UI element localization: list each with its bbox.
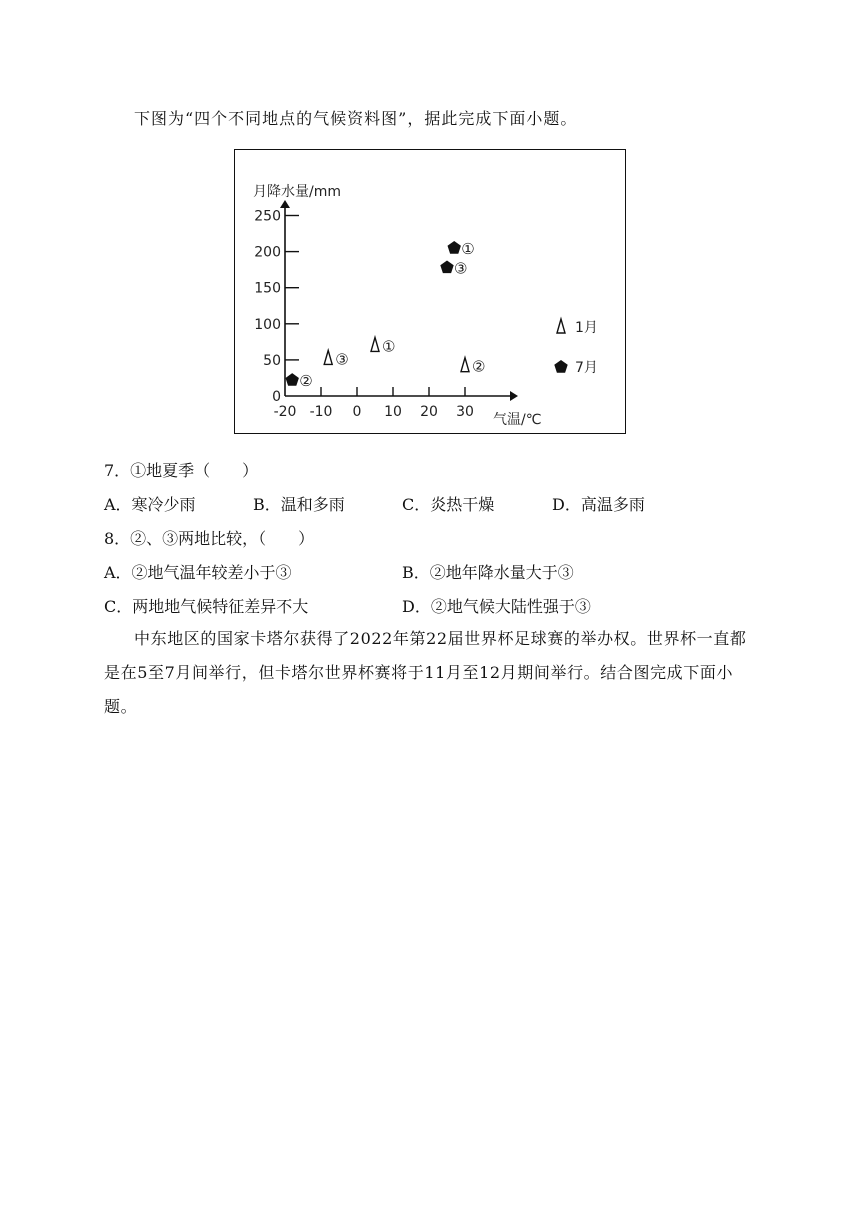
data-point-jul — [448, 241, 461, 254]
question-7-option-c[interactable]: C．炎热干燥 — [402, 495, 495, 514]
question-7-option-a[interactable]: A．寒冷少雨 — [104, 495, 196, 514]
question-8-option-b[interactable]: B．②地年降水量大于③ — [402, 563, 574, 582]
x-tick-label: -20 — [273, 404, 297, 420]
chart-legend — [554, 319, 598, 376]
y-tick-label: 150 — [254, 280, 281, 297]
data-point-jan — [461, 358, 469, 372]
y-tick-label: 50 — [263, 352, 281, 369]
y-axis-arrow-icon — [280, 200, 290, 208]
climate-chart-figure — [234, 149, 626, 434]
data-point-jul — [440, 261, 453, 274]
legend-triangle-icon — [557, 319, 565, 333]
question-7-option-d[interactable]: D．高温多雨 — [552, 495, 645, 514]
x-tick-label: 20 — [420, 404, 438, 420]
question-8-option-a[interactable]: A．②地气温年较差小于③ — [104, 563, 292, 582]
legend-label: 7月 — [575, 360, 598, 376]
x-axis-arrow-icon — [510, 391, 518, 401]
x-tick-label: 10 — [384, 404, 402, 420]
y-tick-label: 250 — [254, 208, 281, 225]
question-7-stem: 7．①地夏季（ ） — [104, 461, 259, 480]
question-8-option-c[interactable]: C．两地地气候特征差异不大 — [104, 597, 309, 616]
data-point-jan — [324, 350, 332, 364]
data-point-label: ① — [461, 239, 475, 258]
intro-text: 下图为“四个不同地点的气候资料图”，据此完成下面小题。 — [134, 109, 578, 128]
question-8-option-d[interactable]: D．②地气候大陆性强于③ — [402, 597, 591, 616]
legend-pentagon-icon — [554, 360, 567, 373]
x-tick-label: 0 — [352, 404, 362, 420]
data-point-label: ② — [299, 372, 313, 391]
y-tick-label: 200 — [254, 244, 281, 261]
data-point-jan — [371, 337, 379, 351]
climate-scatter-chart — [235, 150, 627, 435]
question-8-stem: 8．②、③两地比较，（ ） — [104, 529, 315, 548]
data-point-label: ③ — [335, 350, 349, 369]
chart-marks — [286, 240, 486, 390]
y-tick-label: 0 — [272, 389, 281, 405]
data-point-label: ② — [472, 357, 486, 376]
chart-axes — [254, 200, 518, 420]
passage-paragraph — [104, 622, 756, 724]
data-point-jul — [286, 373, 299, 386]
passage-text: 中东地区的国家卡塔尔获得了2022年第22届世界杯足球赛的举办权。世界杯一直都是在5至7月间举行，但卡塔尔世界杯赛将于11月至12月期间举行。结合图完成下面小题。 — [104, 629, 747, 716]
x-tick-label: 30 — [456, 404, 474, 420]
x-axis-label: 气温/℃ — [493, 412, 542, 428]
question-7-option-b[interactable]: B．温和多雨 — [253, 495, 345, 514]
x-tick-label: -10 — [309, 404, 333, 420]
legend-label: 1月 — [575, 320, 598, 336]
y-tick-label: 100 — [254, 316, 281, 333]
data-point-label: ③ — [454, 259, 468, 278]
data-point-label: ① — [382, 337, 396, 356]
y-axis-label: 月降水量/mm — [253, 184, 341, 200]
